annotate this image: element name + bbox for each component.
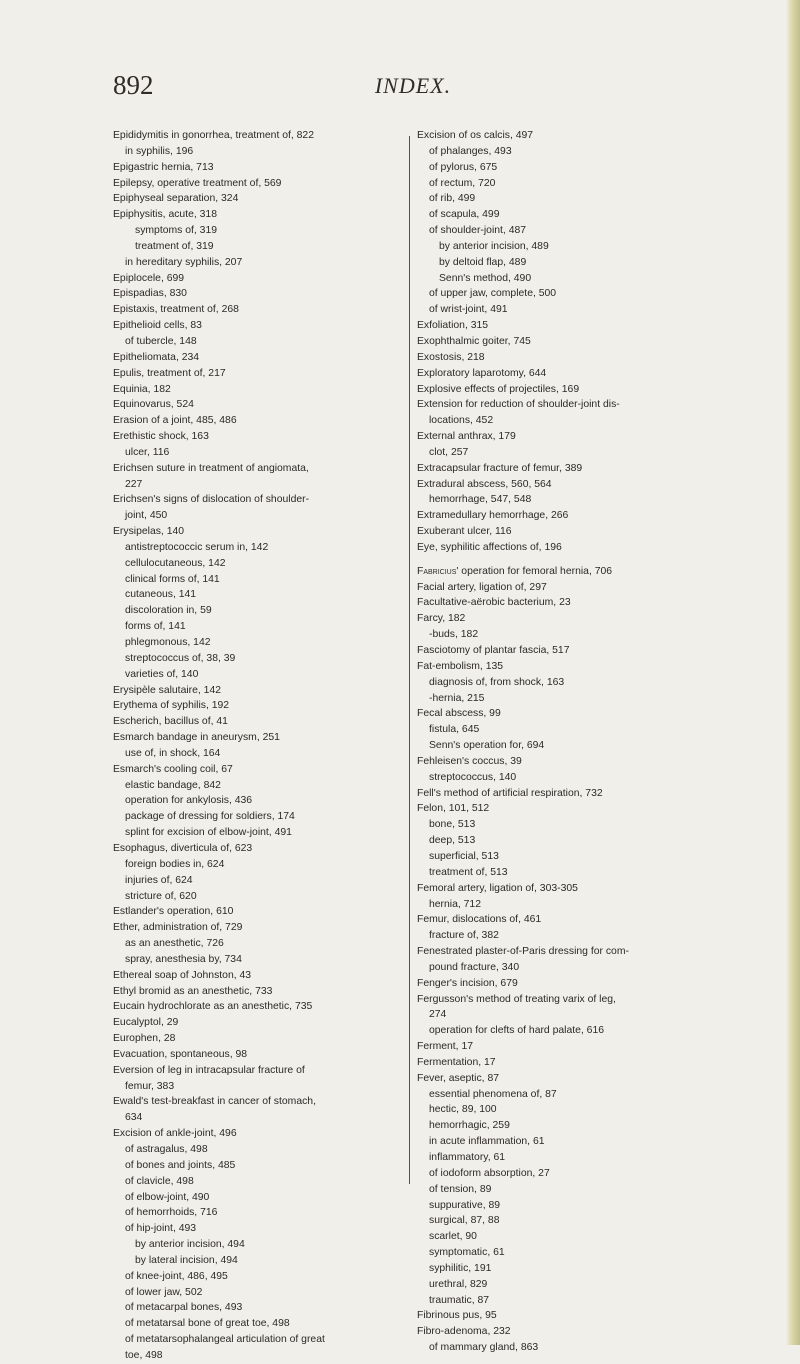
index-subentry: use of, in shock, 164 [125, 747, 221, 759]
page-edge-shadow [786, 0, 800, 1345]
index-entry: Exfoliation, 315 [417, 320, 489, 332]
index-subentry: essential phenomena of, 87 [429, 1088, 557, 1100]
index-entry: External anthrax, 179 [417, 431, 516, 443]
index-entry: Erichsen's signs of dislocation of shoulder- [113, 494, 310, 506]
index-subentry: of rib, 499 [429, 193, 476, 205]
index-subentry: of pylorus, 675 [429, 161, 498, 173]
index-subentry: femur, 383 [125, 1080, 175, 1092]
index-entry: Erichsen suture in treatment of angiomata, [113, 462, 309, 474]
running-head: INDEX. [374, 73, 452, 98]
index-entry: Erysipelas, 140 [113, 526, 185, 538]
index-entry: Ethyl bromid as an anesthetic, 733 [113, 985, 273, 997]
index-subentry: forms of, 141 [125, 621, 186, 633]
index-subentry: scarlet, 90 [429, 1231, 477, 1243]
index-subentry: Senn's operation for, 694 [429, 740, 545, 752]
index-entry: Fehleisen's coccus, 39 [417, 755, 522, 767]
index-entry: Epithelioid cells, 83 [113, 320, 202, 332]
index-entry: Fergusson's method of treating varix of leg, [417, 993, 616, 1005]
index-subentry: of clavicle, 498 [125, 1175, 194, 1187]
index-entry: Epiphysitis, acute, 318 [113, 209, 217, 221]
index-entry: Exophthalmic goiter, 745 [417, 335, 531, 347]
index-entry: Fasciotomy of plantar fascia, 517 [417, 645, 570, 656]
index-subentry: of lower jaw, 502 [125, 1286, 203, 1298]
index-subentry: clot, 257 [429, 446, 469, 458]
index-entry: Epiphyseal separation, 324 [113, 193, 239, 205]
index-subentry: operation for clefts of hard palate, 616 [429, 1025, 605, 1037]
index-entry: Epispadias, 830 [113, 288, 187, 300]
index-entry: Erasion of a joint, 485, 486 [113, 415, 237, 427]
index-entry: Fell's method of artificial respiration, 732 [417, 787, 603, 799]
index-subentry: of metatarsal bone of great toe, 498 [125, 1318, 290, 1330]
index-subentry: surgical, 87, 88 [429, 1215, 500, 1227]
index-entry: Fibrinous pus, 95 [417, 1310, 497, 1322]
index-entry: Eucalyptol, 29 [113, 1017, 179, 1029]
index-subentry: traumatic, 87 [429, 1294, 490, 1306]
index-subentry: joint, 450 [125, 510, 168, 522]
index-subentry: of hemorrhoids, 716 [125, 1207, 218, 1219]
index-entry: Epulis, treatment of, 217 [113, 367, 226, 379]
index-entry: Ewald's test-breakfast in cancer of stomach, [113, 1096, 316, 1108]
index-subentry: operation for ankylosis, 436 [125, 795, 253, 807]
index-entry: Extradural abscess, 560, 564 [417, 478, 552, 490]
index-entry: Fibro-adenoma, 232 [417, 1326, 511, 1338]
index-subentry: -buds, 182 [429, 629, 479, 641]
index-subentry: locations, 452 [429, 415, 494, 427]
index-entry: Epitheliomata, 234 [113, 351, 200, 363]
index-subentry: of iodoform absorption, 27 [429, 1167, 550, 1179]
index-entry: Felon, 101, 512 [417, 803, 490, 815]
index-entry: Ethereal soap of Johnston, 43 [113, 969, 252, 981]
page-number: 892 [113, 70, 154, 100]
index-subentry: suppurative, 89 [429, 1199, 501, 1211]
index-subentry: bone, 513 [429, 819, 476, 831]
index-entry: Erethistic shock, 163 [113, 431, 209, 443]
index-subentry: antistreptococcic serum in, 142 [125, 541, 269, 553]
index-subentry: Senn's method, 490 [439, 272, 532, 284]
index-subentry: splint for excision of elbow-joint, 491 [125, 827, 292, 839]
index-subentry: cellulocutaneous, 142 [125, 557, 226, 569]
index-subentry: syphilitic, 191 [429, 1262, 492, 1274]
index-subentry: symptomatic, 61 [429, 1247, 505, 1259]
index-subentry: spray, anesthesia by, 734 [125, 953, 242, 965]
index-entry: Femur, dislocations of, 461 [417, 914, 542, 926]
index-subentry: pound fracture, 340 [429, 961, 520, 973]
index-entry: Epistaxis, treatment of, 268 [113, 304, 239, 316]
index-entry: Esmarch bandage in aneurysm, 251 [113, 732, 280, 744]
index-subentry: of rectum, 720 [429, 177, 496, 189]
index-entry: Escherich, bacillus of, 41 [113, 716, 228, 728]
index-entry: Eversion of leg in intracapsular fracture of [113, 1064, 305, 1076]
index-entry: Fenger's incision, 679 [417, 977, 518, 989]
index-entry: Extracapsular fracture of femur, 389 [417, 462, 583, 474]
index-entry: Farcy, 182 [417, 613, 466, 625]
index-subentry: fistula, 645 [429, 724, 480, 736]
index-subentry: cutaneous, 141 [125, 589, 197, 601]
index-entry: Fever, aseptic, 87 [417, 1072, 500, 1084]
index-subentry: by anterior incision, 494 [135, 1239, 245, 1251]
index-subentry: by deltoid flap, 489 [439, 256, 527, 268]
index-subentry: of scapula, 499 [429, 209, 500, 221]
index-subentry: fracture of, 382 [429, 930, 499, 942]
index-subentry: of tension, 89 [429, 1183, 492, 1195]
index-subentry: of tubercle, 148 [125, 335, 197, 347]
index-subentry: of shoulder-joint, 487 [429, 225, 527, 237]
index-entry: Femoral artery, ligation of, 303-305 [417, 882, 578, 894]
index-subentry: stricture of, 620 [125, 890, 197, 902]
index-subentry: deep, 513 [429, 835, 476, 847]
index-entry: Fenestrated plaster-of-Paris dressing for com- [417, 946, 629, 958]
index-entry: Esophagus, diverticula of, 623 [113, 842, 253, 854]
index-subentry: streptococcus, 140 [429, 771, 517, 783]
index-entry: Ether, administration of, 729 [113, 922, 243, 934]
index-entry: Exploratory laparotomy, 644 [417, 367, 547, 379]
index-subentry: phlegmonous, 142 [125, 637, 211, 648]
index-entry: Extramedullary hemorrhage, 266 [417, 510, 569, 522]
page-header [113, 70, 713, 104]
index-entry: Eye, syphilitic affections of, 196 [417, 541, 562, 553]
index-subentry: package of dressing for soldiers, 174 [125, 811, 295, 823]
index-subentry: foreign bodies in, 624 [125, 858, 225, 870]
index-subentry: urethral, 829 [429, 1278, 488, 1290]
index-entry: Fabricius' operation for femoral hernia, 706 [417, 565, 613, 577]
index-entry: Exostosis, 218 [417, 351, 485, 363]
index-entry: Erysipèle salutaire, 142 [113, 684, 222, 696]
index-entry: Evacuation, spontaneous, 98 [113, 1048, 248, 1060]
index-column-right [417, 128, 717, 1356]
index-subentry: ulcer, 116 [125, 446, 170, 458]
index-entry: Epididymitis in gonorrhea, treatment of, 822 [113, 130, 314, 141]
index-entry: Explosive effects of projectiles, 169 [417, 383, 580, 395]
index-entry: Extension for reduction of shoulder-joint dis- [417, 399, 620, 411]
index-subentry: 274 [429, 1009, 447, 1021]
index-subentry: clinical forms of, 141 [125, 573, 220, 585]
index-entry: Ferment, 17 [417, 1041, 474, 1053]
index-entry: Excision of os calcis, 497 [417, 130, 534, 141]
letter-section-gap [417, 556, 717, 564]
index-entry: Epiplocele, 699 [113, 272, 185, 284]
index-entry: Fat-embolism, 135 [417, 660, 504, 672]
index-subentry: hectic, 89, 100 [429, 1104, 497, 1116]
index-column-left [113, 128, 405, 1364]
index-subentry: hemorrhagic, 259 [429, 1120, 510, 1132]
index-subentry: of bones and joints, 485 [125, 1159, 236, 1171]
column-divider [409, 136, 410, 1184]
index-entry: Europhen, 28 [113, 1033, 176, 1045]
index-subentry: diagnosis of, from shock, 163 [429, 676, 565, 688]
index-entry: Facial artery, ligation of, 297 [417, 581, 547, 593]
index-subentry: treatment of, 513 [429, 866, 508, 878]
index-subentry: of wrist-joint, 491 [429, 304, 508, 316]
index-subentry: hernia, 712 [429, 898, 481, 910]
index-entry: Estlander's operation, 610 [113, 906, 234, 918]
index-entry: Facultative-aërobic bacterium, 23 [417, 597, 571, 609]
index-entry: Esmarch's cooling coil, 67 [113, 763, 233, 775]
index-subentry: discoloration in, 59 [125, 605, 212, 617]
index-subentry: -hernia, 215 [429, 692, 485, 704]
index-entry: Equinovarus, 524 [113, 399, 194, 411]
index-subentry: of hip-joint, 493 [125, 1223, 197, 1235]
index-subentry: of phalanges, 493 [429, 145, 512, 157]
index-subentry: elastic bandage, 842 [125, 779, 221, 791]
index-entry: Equinia, 182 [113, 383, 171, 395]
index-subentry: 634 [125, 1112, 143, 1124]
index-subentry: varieties of, 140 [125, 668, 199, 680]
index-subentry: symptoms of, 319 [135, 225, 218, 237]
index-subentry: toe, 498 [125, 1349, 163, 1361]
index-subentry: of knee-joint, 486, 495 [125, 1270, 228, 1282]
index-subentry: of astragalus, 498 [125, 1144, 208, 1155]
index-subentry: superficial, 513 [429, 850, 499, 862]
index-columns [113, 128, 713, 1361]
index-entry: Exuberant ulcer, 116 [417, 526, 512, 538]
index-entry: Excision of ankle-joint, 496 [113, 1128, 237, 1140]
index-subentry: of metatarsophalangeal articulation of great [125, 1334, 325, 1346]
index-entry: Fecal abscess, 99 [417, 708, 501, 720]
index-subentry: of upper jaw, complete, 500 [429, 288, 557, 300]
index-subentry: injuries of, 624 [125, 874, 193, 886]
index-entry: Erythema of syphilis, 192 [113, 700, 230, 712]
index-subentry: in syphilis, 196 [125, 145, 194, 157]
index-subentry: by lateral incision, 494 [135, 1254, 238, 1266]
index-subentry: of metacarpal bones, 493 [125, 1302, 243, 1314]
index-entry: Eucain hydrochlorate as an anesthetic, 735 [113, 1001, 313, 1013]
index-subentry: treatment of, 319 [135, 240, 214, 252]
index-subentry: in hereditary syphilis, 207 [125, 256, 243, 268]
index-subentry: of mammary gland, 863 [429, 1342, 539, 1354]
index-subentry: inflammatory, 61 [429, 1152, 506, 1163]
index-entry: Epilepsy, operative treatment of, 569 [113, 177, 282, 189]
index-entry: Fermentation, 17 [417, 1056, 496, 1068]
index-subentry: of elbow-joint, 490 [125, 1191, 210, 1203]
index-entry: Epigastric hernia, 713 [113, 161, 214, 173]
index-subentry: in acute inflammation, 61 [429, 1136, 545, 1148]
index-subentry: by anterior incision, 489 [439, 240, 549, 252]
index-subentry: streptococcus of, 38, 39 [125, 652, 236, 664]
index-subentry: 227 [125, 478, 143, 490]
index-subentry: as an anesthetic, 726 [125, 938, 224, 950]
index-subentry: hemorrhage, 547, 548 [429, 494, 532, 506]
